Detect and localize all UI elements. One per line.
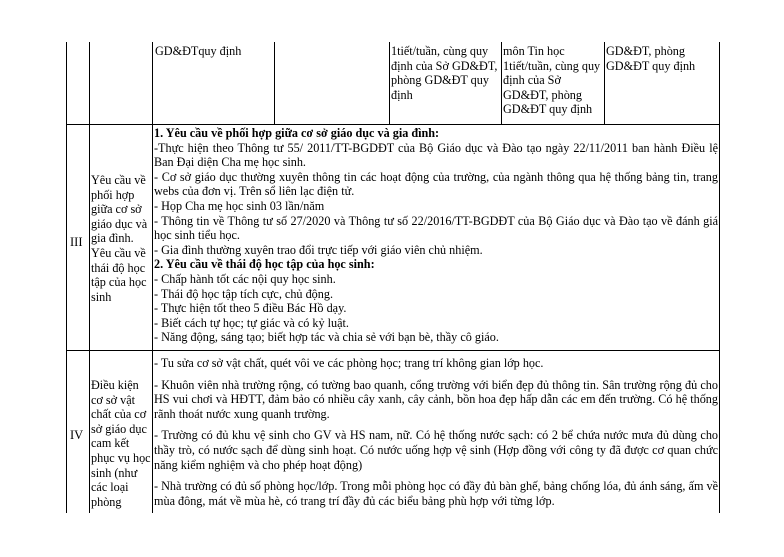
table-border-col6 xyxy=(604,42,605,124)
section4-number: IV xyxy=(70,428,84,442)
table-border-right xyxy=(719,42,720,513)
section3-content xyxy=(154,126,718,345)
table-border-col1 xyxy=(89,42,90,513)
table-border-left xyxy=(66,42,67,513)
section3-title: Yêu cầu về phối hợp giữa cơ sở giáo dục và gia đình. Yêu cầu về thái độ học tập của học sinh xyxy=(91,173,148,304)
table-row-divider-2 xyxy=(66,350,720,351)
table-border-col4 xyxy=(389,42,390,124)
list-item: - Năng động, sáng tạo; biết hợp tác và chia sẻ với bạn bè, thầy cô giáo. xyxy=(154,330,499,345)
section3-paragraph: - Gia đình thường xuyên trao đổi trực tiếp với giáo viên chủ nhiệm. xyxy=(154,242,483,257)
table-border-col5 xyxy=(501,42,502,124)
table-border-col3 xyxy=(274,42,275,124)
table-row-divider-1 xyxy=(66,124,720,125)
list-item: - Biết cách tự học; tự giác và có kỷ luật. xyxy=(154,315,349,330)
section4-paragraph: - Nhà trường có đủ số phòng học/lớp. Trong mỗi phòng học có đầy đủ bàn ghế, bảng chống lóa, đủ ánh sáng, ấm về mùa đông, mát về mùa hè, có trang trí đầy đủ các biểu bảng phù hợp với từng lớp. xyxy=(154,479,718,508)
section3-paragraph: -Thực hiện theo Thông tư 55/ 2011/TT-BGDĐT của Bộ Giáo dục và Đào tạo ngày 22/11/2011 ban hành Điều lệ Ban Đại diện Cha mẹ học sinh. xyxy=(154,140,718,170)
section4-paragraph: - Trường có đủ khu vệ sinh cho GV và HS nam, nữ. Có hệ thống nước sạch: có 2 bể chứa nước mưa đủ dùng cho thầy trò, có nước sạch để dùng sinh hoạt. Có nước uống hợp vệ sinh (Hợp đồng với công ty đã được cơ quan chức năng kiểm nghiệm và cho phép hoạt động) xyxy=(154,428,718,472)
top-row-col-e: môn Tin học 1tiết/tuần, cùng quy định của Sở GD&ĐT, phòng GD&ĐT quy định xyxy=(503,44,601,117)
list-item: - Thực hiện tốt theo 5 điều Bác Hồ dạy. xyxy=(154,301,347,316)
list-item: - Chấp hành tốt các nội quy học sinh. xyxy=(154,271,336,286)
section4-content xyxy=(154,356,718,508)
section4-paragraph: - Khuôn viên nhà trường rộng, có tường bao quanh, cổng trường với biển đẹp đủ thông tin. Sân trường rộng đủ cho HS vui chơi và HĐTT, đảm bảo có nhiều cây xanh, cây cảnh, bồn hoa đẹp hấp dẫn các em đến trường. Có hệ thống rãnh thoát nước xung quanh trường. xyxy=(154,377,718,421)
section3-paragraph: - Thông tin về Thông tư số 27/2020 và Thông tư số 22/2016/TT-BGDĐT của Bộ Giáo dục và Đào tạo về đánh giá học sinh tiểu học. xyxy=(154,213,718,243)
top-row-col-f: GD&ĐT, phòng GD&ĐT quy định xyxy=(606,44,696,73)
section3-heading2: 2. Yêu cầu về thái độ học tập của học sinh: xyxy=(154,257,375,272)
top-row-col-d: 1tiết/tuần, cùng quy định của Sở GD&ĐT, phòng GD&ĐT quy định xyxy=(391,44,498,102)
top-row-col-b: GD&ĐTquy định xyxy=(155,44,242,58)
section3-number: III xyxy=(70,235,83,249)
table-border-col2 xyxy=(152,42,153,513)
section4-title: Điều kiện cơ sở vật chất của cơ sở giáo dục cam kết phục vụ học sinh (như các loại phòng xyxy=(91,378,151,509)
section4-paragraph: - Tu sửa cơ sở vật chất, quét vôi ve các phòng học; trang trí không gian lớp học. xyxy=(154,356,544,370)
section3-paragraph: - Cơ sở giáo dục thường xuyên thông tin các hoạt động của trường, của ngành thông qua hệ thống bảng tin, trang webs của đơn vị. Trên sổ liên lạc điện tử. xyxy=(154,169,718,199)
list-item: - Thái độ học tập tích cực, chủ động. xyxy=(154,286,333,301)
section3-heading1: 1. Yêu cầu về phối hợp giữa cơ sở giáo dục và gia đình: xyxy=(154,126,440,140)
section3-paragraph: - Họp Cha mẹ học sinh 03 lần/năm xyxy=(154,198,325,213)
